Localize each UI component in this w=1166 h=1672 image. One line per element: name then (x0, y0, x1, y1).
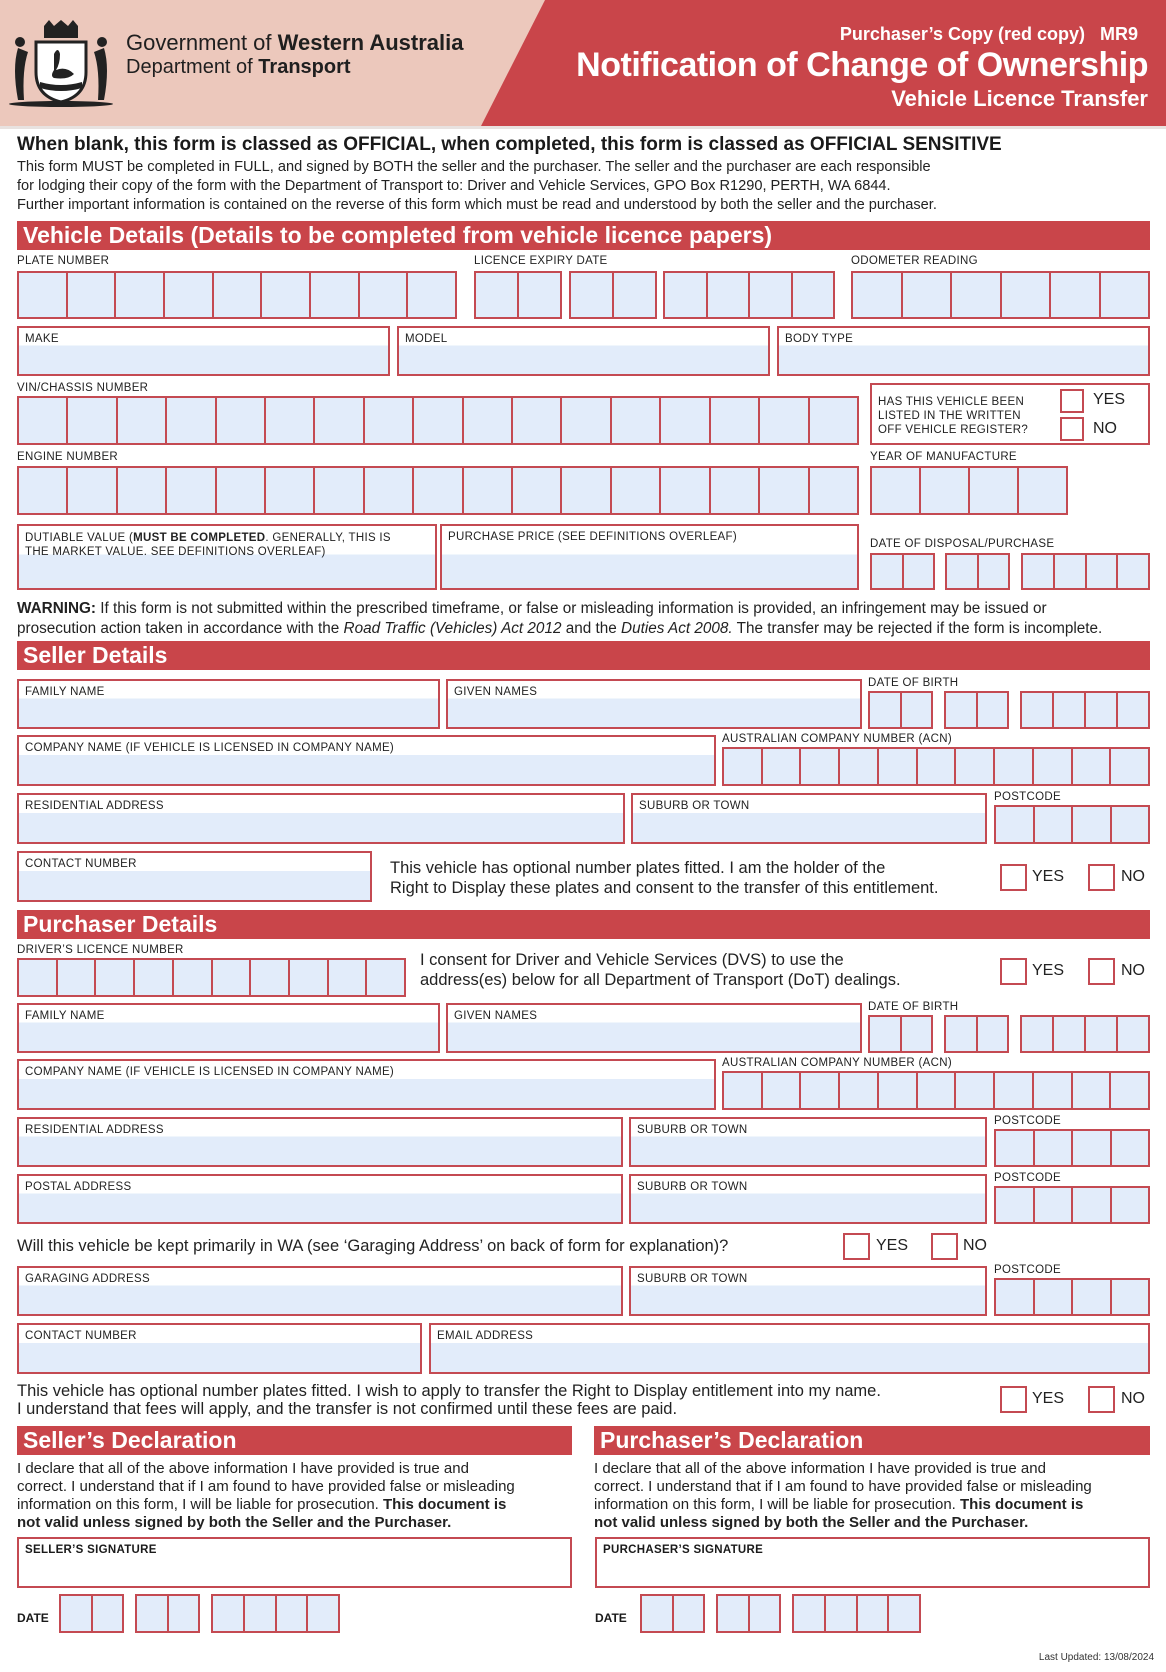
seller-dob-label: DATE OF BIRTH (868, 677, 959, 689)
seller-contact-number-label: CONTACT NUMBER (25, 858, 137, 870)
purchaser-date-day-input[interactable] (640, 1594, 705, 1633)
last-updated: Last Updated: 13/08/2024 (1038, 1652, 1154, 1663)
purchaser-dob-month-input[interactable] (944, 1015, 1009, 1053)
copy-label: Purchaser’s Copy (red copy) MR9 (839, 24, 1138, 44)
year-of-manufacture-input[interactable] (870, 466, 1068, 515)
seller-postcode-label: POSTCODE (994, 791, 1061, 803)
intro-line: This form MUST be completed in FULL, and signed by BOTH the seller and the purchaser. The seller and the purchaser are each responsible (17, 159, 931, 175)
form-code: MR9 (1099, 24, 1138, 44)
seller-company-name-label: COMPANY NAME (IF VEHICLE IS LICENSED IN COMPANY NAME) (25, 742, 395, 754)
purchaser-family-name-input[interactable] (17, 1003, 440, 1053)
garaging-suburb-input[interactable] (629, 1266, 987, 1316)
odometer-label: ODOMETER READING (851, 255, 978, 267)
garaging-address-input[interactable] (17, 1266, 623, 1316)
date-disposal-month-input[interactable] (945, 553, 1010, 590)
odometer-input[interactable] (851, 271, 1150, 319)
purchaser-consent-no-checkbox[interactable] (1088, 958, 1115, 985)
written-off-question (870, 383, 1150, 445)
engine-number-label: ENGINE NUMBER (17, 451, 119, 463)
garaging-yes-label: YES (876, 1237, 909, 1254)
purchaser-postcode-label: POSTCODE (994, 1115, 1061, 1127)
warning-text: WARNING: If this form is not submitted within the prescribed timeframe, or false or misleading information is provided, an infringement may be issued or prosecution action taken in accordance with the Road Traffic (Vehicles) Act 2012 and the Duties Act 2008. The transfer may be rejected if the form is incomplete. (17, 600, 1103, 637)
written-off-no-checkbox[interactable] (1060, 417, 1084, 441)
seller-dob-month-input[interactable] (944, 691, 1009, 729)
seller-postcode-input[interactable] (994, 805, 1150, 844)
section-vehicle-details: Vehicle Details (Details to be completed from vehicle licence papers) (17, 221, 1150, 250)
intro-text (17, 158, 1117, 215)
intro-line: for lodging their copy of the form with the Department of Transport to: Driver and Vehicle Services, GPO Box R1290, PERTH, WA 6844. (17, 178, 891, 194)
form-title: Notification of Change of Ownership (576, 46, 1148, 84)
purchaser-email-label: EMAIL ADDRESS (437, 1330, 534, 1342)
classification-notice: When blank, this form is classed as OFFICIAL, when completed, this form is classed as OFFICIAL SENSITIVE (17, 134, 1002, 155)
seller-signature-label: SELLER’S SIGNATURE (25, 1544, 157, 1556)
seller-acn-label: AUSTRALIAN COMPANY NUMBER (ACN) (722, 733, 952, 745)
garaging-suburb-label: SUBURB OR TOWN (637, 1273, 748, 1285)
vin-input[interactable] (17, 396, 859, 445)
purchaser-plates-yes-checkbox[interactable] (1000, 1386, 1027, 1413)
seller-dob-day-input[interactable] (868, 691, 933, 729)
seller-residential-address-input[interactable] (17, 793, 625, 844)
purchaser-consent-no-label: NO (1121, 962, 1145, 979)
wa-coat-of-arms-icon (6, 18, 116, 108)
seller-date-month-input[interactable] (135, 1594, 200, 1633)
purchaser-postcode-input[interactable] (994, 1129, 1150, 1167)
purchaser-postal-address-input[interactable] (17, 1174, 623, 1224)
seller-plates-yes-checkbox[interactable] (1000, 864, 1027, 891)
purchaser-declaration-text: I declare that all of the above information I have provided is true and correct. I understand that if I am found to have provided false or misleading information on this form, I will be liable for prosecution. This document is not valid unless signed by both the Seller and the Purchaser. (594, 1460, 1092, 1531)
seller-contact-number-input[interactable] (17, 851, 372, 902)
garaging-question: Will this vehicle be kept primarily in WA (see ‘Garaging Address’ on back of form for explanation)? (17, 1237, 729, 1255)
purchaser-signature-label: PURCHASER’S SIGNATURE (603, 1544, 764, 1556)
plate-number-label: PLATE NUMBER (17, 255, 110, 267)
year-of-manufacture-label: YEAR OF MANUFACTURE (870, 451, 1017, 463)
purchaser-dob-label: DATE OF BIRTH (868, 1001, 959, 1013)
licence-expiry-month-input[interactable] (569, 271, 657, 319)
purchaser-date-month-input[interactable] (716, 1594, 781, 1633)
written-off-yes-checkbox[interactable] (1060, 389, 1084, 413)
purchaser-company-name-input[interactable] (17, 1059, 716, 1110)
purchase-price-input[interactable] (440, 524, 859, 590)
purchaser-given-names-input[interactable] (446, 1003, 862, 1053)
header-divider (0, 126, 1166, 129)
make-label: MAKE (25, 333, 59, 345)
garaging-postcode-input[interactable] (994, 1278, 1150, 1316)
form-subtitle: Vehicle Licence Transfer (891, 86, 1148, 111)
engine-number-input[interactable] (17, 466, 859, 515)
seller-date-year-input[interactable] (211, 1594, 340, 1633)
seller-suburb-input[interactable] (631, 793, 987, 844)
section-purchaser-details: Purchaser Details (17, 910, 1150, 939)
purchaser-postal-suburb-input[interactable] (629, 1174, 987, 1224)
date-disposal-label: DATE OF DISPOSAL/PURCHASE (870, 538, 1055, 550)
purchaser-residential-address-input[interactable] (17, 1117, 623, 1167)
dutiable-value-label: DUTIABLE VALUE (MUST BE COMPLETED. GENERALLY, THIS IS THE MARKET VALUE. SEE DEFINITIONS OVERLEAF) (25, 532, 391, 558)
purchaser-email-input[interactable] (429, 1323, 1150, 1374)
seller-signature-input[interactable] (17, 1537, 572, 1588)
seller-suburb-label: SUBURB OR TOWN (639, 800, 750, 812)
purchaser-plates-text: This vehicle has optional number plates fitted. I wish to apply to transfer the Right to Display entitlement into my name. I understand that fees will apply, and the transfer is not confirmed until these fees are paid. (17, 1382, 881, 1418)
seller-plates-no-checkbox[interactable] (1088, 864, 1115, 891)
purchaser-acn-input[interactable] (722, 1071, 1150, 1110)
purchaser-dob-year-input[interactable] (1020, 1015, 1150, 1053)
purchaser-signature-input[interactable] (595, 1537, 1150, 1588)
written-off-yes-label: YES (1093, 391, 1126, 408)
seller-given-names-label: GIVEN NAMES (454, 686, 538, 698)
seller-company-name-input[interactable] (17, 735, 716, 786)
government-name: Government of Western Australia (126, 30, 464, 55)
seller-declaration-text: I declare that all of the above information I have provided is true and correct. I understand that if I am found to have provided false or misleading information on this form, I will be liable for prosecution. This document is not valid unless signed by both the Seller and the Purchaser. (17, 1460, 515, 1531)
plate-number-input[interactable] (17, 271, 457, 319)
purchaser-contact-number-input[interactable] (17, 1323, 422, 1374)
garaging-yes-checkbox[interactable] (843, 1233, 870, 1260)
section-seller-declaration: Seller’s Declaration (17, 1426, 572, 1455)
licence-expiry-year-input[interactable] (663, 271, 835, 319)
purchaser-consent-text: I consent for Driver and Vehicle Services (DVS) to use the address(es) below for all Department of Transport (DoT) dealings. (420, 951, 901, 989)
seller-residential-address-label: RESIDENTIAL ADDRESS (25, 800, 164, 812)
purchaser-licence-label: DRIVER’S LICENCE NUMBER (17, 944, 184, 956)
written-off-no-label: NO (1093, 420, 1117, 437)
model-input[interactable] (397, 326, 770, 376)
purchaser-date-year-input[interactable] (792, 1594, 921, 1633)
seller-date-label: DATE (17, 1611, 49, 1625)
body-type-label: BODY TYPE (785, 333, 854, 345)
purchaser-suburb-input[interactable] (629, 1117, 987, 1167)
intro-line: Further important information is contained on the reverse of this form which must be read and understood by both the seller and the purchaser. (17, 197, 937, 213)
seller-plates-no-label: NO (1121, 868, 1145, 885)
section-seller-details: Seller Details (17, 641, 1150, 670)
purchaser-plates-no-label: NO (1121, 1390, 1145, 1407)
seller-plates-yes-label: YES (1032, 868, 1065, 885)
seller-family-name-label: FAMILY NAME (25, 686, 105, 698)
garaging-no-label: NO (963, 1237, 987, 1254)
purchaser-family-name-label: FAMILY NAME (25, 1010, 105, 1022)
purchaser-consent-yes-label: YES (1032, 962, 1065, 979)
purchaser-contact-number-label: CONTACT NUMBER (25, 1330, 137, 1342)
purchaser-postal-postcode-input[interactable] (994, 1186, 1150, 1224)
purchaser-date-label: DATE (595, 1611, 627, 1625)
model-label: MODEL (405, 333, 448, 345)
purchaser-suburb-label: SUBURB OR TOWN (637, 1124, 748, 1136)
vin-label: VIN/CHASSIS NUMBER (17, 382, 149, 394)
section-purchaser-declaration: Purchaser’s Declaration (594, 1426, 1150, 1455)
body-type-input[interactable] (777, 326, 1150, 376)
make-input[interactable] (17, 326, 390, 376)
licence-expiry-label: LICENCE EXPIRY DATE (474, 255, 608, 267)
date-disposal-day-input[interactable] (870, 553, 935, 590)
written-off-text: HAS THIS VEHICLE BEEN LISTED IN THE WRITTEN OFF VEHICLE REGISTER? (878, 396, 1029, 436)
seller-plates-text: This vehicle has optional number plates fitted. I am the holder of the Right to Display these plates and consent to the transfer of this entitlement. (390, 859, 939, 897)
purchaser-plates-no-checkbox[interactable] (1088, 1386, 1115, 1413)
seller-given-names-input[interactable] (446, 679, 862, 729)
purchaser-postal-suburb-label: SUBURB OR TOWN (637, 1181, 748, 1193)
purchase-price-label: PURCHASE PRICE (SEE DEFINITIONS OVERLEAF) (448, 531, 737, 543)
seller-dob-year-input[interactable] (1020, 691, 1150, 729)
date-disposal-year-input[interactable] (1021, 553, 1150, 590)
purchaser-postal-address-label: POSTAL ADDRESS (25, 1181, 132, 1193)
purchaser-given-names-label: GIVEN NAMES (454, 1010, 538, 1022)
purchaser-plates-yes-label: YES (1032, 1390, 1065, 1407)
purchaser-residential-address-label: RESIDENTIAL ADDRESS (25, 1124, 164, 1136)
garaging-no-checkbox[interactable] (931, 1233, 958, 1260)
purchaser-dob-day-input[interactable] (868, 1015, 933, 1053)
purchaser-company-name-label: COMPANY NAME (IF VEHICLE IS LICENSED IN COMPANY NAME) (25, 1066, 395, 1078)
seller-family-name-input[interactable] (17, 679, 440, 729)
purchaser-postal-postcode-label: POSTCODE (994, 1172, 1061, 1184)
purchaser-consent-yes-checkbox[interactable] (1000, 958, 1027, 985)
garaging-postcode-label: POSTCODE (994, 1264, 1061, 1276)
seller-acn-input[interactable] (722, 747, 1150, 786)
department-name: Department of Transport (126, 56, 351, 78)
seller-date-day-input[interactable] (59, 1594, 124, 1633)
dutiable-value-input[interactable] (17, 524, 437, 590)
garaging-address-label: GARAGING ADDRESS (25, 1273, 150, 1285)
purchaser-licence-input[interactable] (17, 958, 406, 997)
licence-expiry-day-input[interactable] (474, 271, 562, 319)
purchaser-acn-label: AUSTRALIAN COMPANY NUMBER (ACN) (722, 1057, 952, 1069)
